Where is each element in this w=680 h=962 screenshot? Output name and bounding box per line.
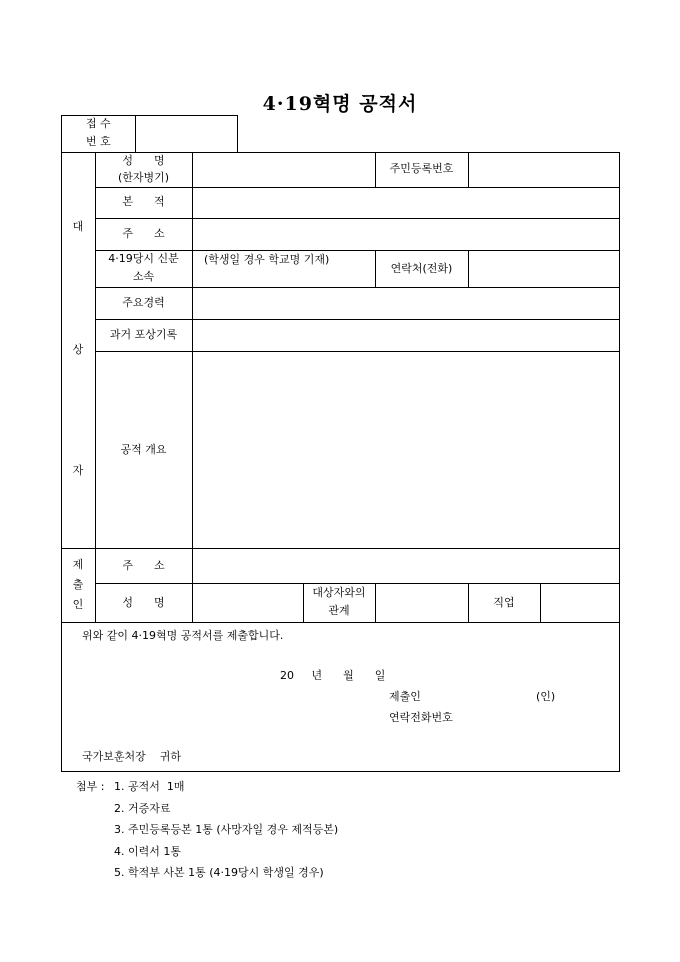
section-label-subject-1: 대 [72,220,84,233]
resident-number-label: 주민등록번호 [389,162,454,175]
status-hint: (학생일 경우 학교명 기재) [204,253,330,266]
attachment-item: 5. 학적부 사본 1통 (4·19당시 학생일 경우) [114,866,324,879]
submitter-name-value[interactable] [196,587,300,618]
relation-label: 대상자와의 [312,586,366,599]
submitter-address-value[interactable] [196,553,616,579]
career-label: 주요경력 [122,296,165,309]
declaration-date: 20 년 월 일 [280,669,386,682]
resident-number-value[interactable] [472,156,616,184]
status-label: 4·19당시 신분 [108,252,179,265]
declaration-seal: (인) [536,690,556,703]
attachment-item: 2. 거증자료 [114,802,171,815]
address-label: 주 소 [122,227,165,240]
attachment-item: 4. 이력서 1통 [114,845,181,858]
submitter-address-label: 주 소 [122,559,165,572]
relation-value[interactable] [379,587,465,618]
declaration-statement: 위와 같이 4·19혁명 공적서를 제출합니다. [82,629,284,642]
job-value[interactable] [544,587,616,618]
awards-value[interactable] [196,324,616,348]
career-value[interactable] [196,292,616,316]
attachment-item: 3. 주민등록등본 1통 (사망자일 경우 제적등본) [114,823,339,836]
contact-label: 연락처(전화) [390,262,453,275]
page-title: 4·19혁명 공적서 [262,93,418,115]
summary-label: 공적 개요 [120,443,167,456]
submitter-name-label: 성 명 [122,596,165,609]
section-label-submitter-3: 인 [72,598,84,611]
section-label-subject-3: 자 [72,464,84,477]
receipt-label-line2: 번 호 [86,135,111,148]
summary-value[interactable] [196,356,616,544]
declaration-phone: 연락전화번호 [389,711,453,724]
section-label-subject-2: 상 [72,343,84,356]
contact-value[interactable] [472,254,616,284]
section-label-submitter-2: 출 [72,578,84,591]
section-label-submitter-1: 제 [72,558,84,571]
name-value[interactable] [196,156,371,184]
name-label-hanja: (한자병기) [117,171,170,184]
relation-label-2: 관계 [328,604,350,617]
receipt-label-line1: 접 수 [86,117,111,130]
awards-label: 과거 포상기록 [109,328,178,341]
hometown-value[interactable] [196,192,616,214]
job-label: 직업 [493,596,515,609]
attachment-item: 1. 공적서 1매 [114,780,185,793]
status-affiliation-label: 소속 [132,270,155,283]
receipt-number-value[interactable] [142,125,232,141]
hometown-label: 본 적 [122,195,165,208]
declaration-addressee: 국가보훈처장 귀하 [82,750,181,763]
attachments-prefix: 첨부 : [76,780,105,793]
declaration-submitter: 제출인 [389,690,421,703]
name-label: 성 명 [122,154,165,167]
address-value[interactable] [196,223,616,245]
